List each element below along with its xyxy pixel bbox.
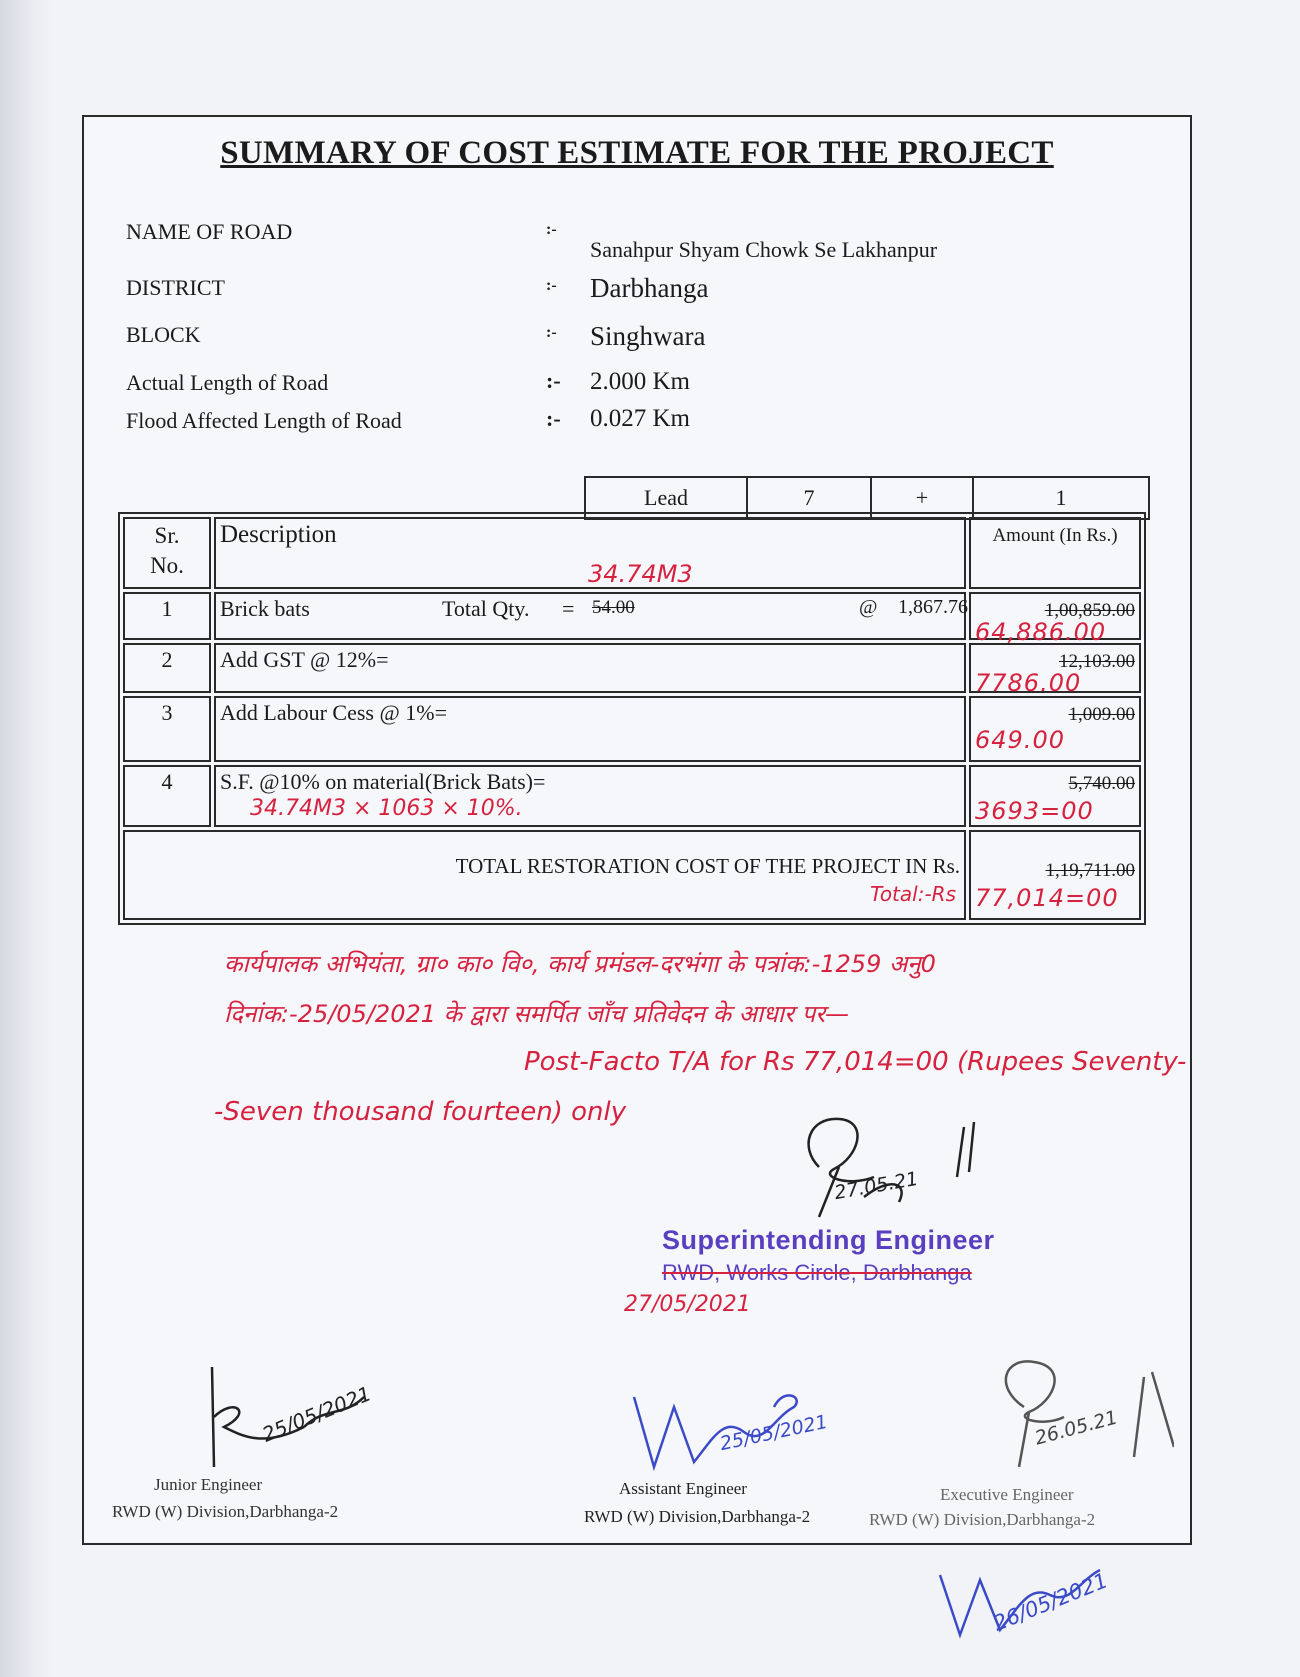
total-label: TOTAL RESTORATION COST OF THE PROJECT IN Rs. — [455, 854, 960, 878]
table-row — [123, 643, 1141, 693]
remark-line-1: कार्यपालक अभियंता, ग्रा० का० वि०, कार्य प्रमंडल-दरभंगा के पत्रांक:-1259 अनु0 — [224, 950, 936, 978]
row-description — [214, 560, 968, 640]
header-description: Description — [214, 517, 966, 589]
qty-revised: 34.74M3 — [588, 560, 693, 588]
total-amount-cell — [969, 830, 1141, 920]
lead-label: Lead — [585, 477, 747, 519]
remark-line-3: Post-Facto T/A for Rs 77,014=00 (Rupees Seventy- — [524, 1047, 1187, 1077]
rate-value: 1,867.76 — [898, 596, 968, 618]
ee-signature-date: 26.05.21 — [1032, 1406, 1121, 1450]
estimate-sheet — [82, 115, 1192, 1545]
table-row — [123, 592, 1141, 640]
je-signature-date: 25/05/2021 — [258, 1381, 375, 1447]
total-amount-original: 1,19,711.00 — [1045, 860, 1135, 881]
amount-original: 1,009.00 — [1068, 704, 1135, 725]
flood-length-value: 0.027 Km — [590, 405, 690, 432]
cost-table — [118, 512, 1146, 925]
road-length-label: Actual Length of Road — [126, 370, 329, 395]
row-sr: 1 — [123, 592, 211, 640]
ae-signature-date: 25/05/2021 — [717, 1410, 830, 1456]
qty-original: 54.00 — [592, 597, 635, 618]
rate-at: @ — [859, 596, 878, 618]
ee-office: RWD (W) Division,Darbhanga-2 — [869, 1510, 1096, 1529]
stamp-office: RWD, Works Circle, Darbhanga — [662, 1260, 972, 1285]
total-label-cell — [123, 830, 966, 920]
table-row — [123, 696, 1141, 762]
table-row — [123, 765, 1141, 827]
road-length-value: 2.000 Km — [590, 368, 690, 395]
amount-original: 12,103.00 — [1059, 651, 1135, 672]
remark-line-4: -Seven thousand fourteen) only — [214, 1097, 627, 1127]
page-binding-edge — [0, 0, 52, 1677]
road-length-sep: :- — [546, 368, 561, 393]
stamp-date: 27/05/2021 — [624, 1292, 751, 1317]
row-amount — [969, 765, 1141, 827]
block-sep: :- — [546, 324, 557, 341]
item-name: Brick bats — [220, 596, 310, 621]
header-sr: Sr. — [154, 523, 180, 548]
row-sr: 2 — [123, 643, 211, 693]
bottom-signature — [930, 1535, 1150, 1645]
amount-revised: 649.00 — [975, 726, 1065, 754]
total-row — [123, 830, 1141, 920]
lead-value-2: 1 — [973, 477, 1149, 519]
je-title: Junior Engineer — [154, 1475, 263, 1494]
district-value: Darbhanga — [590, 273, 709, 303]
je-office: RWD (W) Division,Darbhanga-2 — [112, 1502, 339, 1521]
remark-line-2: दिनांक:-25/05/2021 के द्वारा समर्पित जाँच प्रतिवेदन के आधार पर— — [224, 1000, 850, 1028]
page-title: SUMMARY OF COST ESTIMATE FOR THE PROJECT — [220, 135, 1054, 171]
block-label: BLOCK — [126, 322, 201, 347]
amount-original: 1,00,859.00 — [1044, 600, 1135, 621]
block-value: Singhwara — [590, 321, 706, 351]
road-label: NAME OF ROAD — [126, 219, 293, 244]
row-sr: 4 — [123, 765, 211, 827]
se-stamp — [662, 1225, 995, 1286]
total-hand-label: Total:-Rs — [870, 882, 956, 906]
district-label: DISTRICT — [126, 275, 225, 300]
qty-label: Total Qty. — [442, 596, 530, 621]
flood-length-label: Flood Affected Length of Road — [126, 408, 402, 433]
ee-title: Executive Engineer — [940, 1485, 1074, 1504]
sf-calc-note: 34.74M3 × 1063 × 10%. — [250, 796, 523, 821]
amount-revised: 64,886.00 — [975, 618, 1107, 646]
lead-operator: + — [871, 477, 973, 519]
lead-value-1: 7 — [747, 477, 871, 519]
total-amount-revised: 77,014=00 — [975, 884, 1119, 912]
header-no: No. — [150, 553, 184, 578]
stamp-title: Superintending Engineer — [662, 1225, 995, 1255]
row-description: Add Labour Cess @ 1%= — [214, 696, 966, 762]
flood-length-sep: :- — [546, 406, 561, 431]
amount-original: 5,740.00 — [1068, 773, 1135, 794]
qty-equals: = — [562, 596, 575, 621]
row-amount — [969, 592, 1141, 646]
row-description — [214, 765, 966, 827]
se-signature — [779, 1107, 999, 1227]
road-value: Sanahpur Shyam Chowk Se Lakhanpur — [590, 237, 938, 262]
header-sr-no — [123, 517, 211, 589]
ae-title: Assistant Engineer — [619, 1479, 747, 1498]
item-name: S.F. @10% on material(Brick Bats)= — [220, 769, 546, 794]
amount-revised: 7786.00 — [975, 669, 1082, 697]
amount-revised: 3693=00 — [975, 797, 1094, 825]
se-signature-date: 27.05.21 — [832, 1167, 920, 1205]
header-amount: Amount (In Rs.) — [969, 517, 1141, 589]
ae-office: RWD (W) Division,Darbhanga-2 — [584, 1507, 811, 1526]
row-sr: 3 — [123, 696, 211, 762]
district-sep: :- — [546, 277, 557, 294]
row-description: Add GST @ 12%= — [214, 643, 966, 693]
road-sep: :- — [546, 221, 557, 238]
row-amount — [969, 643, 1141, 697]
row-amount — [969, 696, 1141, 762]
bottom-signature-date: 26/05/2021 — [989, 1568, 1112, 1636]
